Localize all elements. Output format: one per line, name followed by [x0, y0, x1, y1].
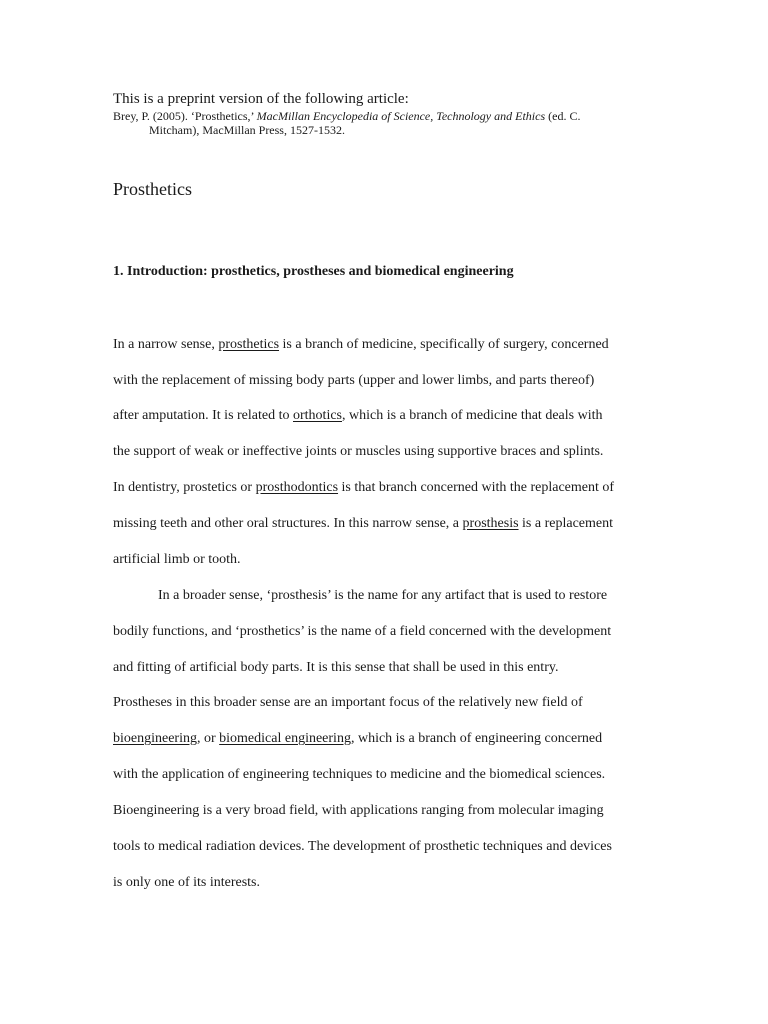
term-bioengineering: bioengineering	[113, 731, 197, 746]
paragraph-line: with the replacement of missing body parts (upper and lower limbs, and parts thereof)	[113, 373, 595, 388]
term-prosthetics: prosthetics	[218, 337, 280, 352]
paragraph-line: bodily functions, and ‘prosthetics’ is the name of a field concerned with the development	[113, 624, 612, 639]
document-title: Prosthetics	[113, 179, 192, 199]
paragraph-line: missing teeth and other oral structures. In this narrow sense, a prosthesis is a replacement	[113, 516, 613, 531]
term-orthotics: orthotics	[293, 408, 342, 423]
paragraph-line: is only one of its interests.	[113, 875, 260, 890]
paragraph-line: Bioengineering is a very broad field, with applications ranging from molecular imaging	[113, 803, 604, 818]
paragraph-line: artificial limb or tooth.	[113, 552, 241, 567]
preprint-heading: This is a preprint version of the following article:	[113, 91, 409, 107]
paragraph-line: after amputation. It is related to orthotics, which is a branch of medicine that deals with	[113, 408, 603, 423]
paragraph-line: bioengineering, or biomedical engineering, which is a branch of engineering concerned	[113, 731, 603, 746]
term-biomedical-engineering: biomedical engineering	[219, 731, 351, 746]
paragraph-line: In a broader sense, ‘prosthesis’ is the name for any artifact that is used to restore	[158, 588, 608, 603]
paragraph-line: the support of weak or ineffective joints or muscles using supportive braces and splints.	[113, 444, 604, 459]
section-heading: 1. Introduction: prosthetics, prostheses and biomedical engineering	[113, 264, 514, 279]
citation-authors: Brey, P. (2005). ‘Prosthetics,’	[113, 109, 257, 123]
paragraph-line: In dentistry, prostetics or prosthodontics is that branch concerned with the replacement of	[113, 480, 615, 495]
citation-line-1	[113, 109, 580, 123]
paragraph-line: with the application of engineering techniques to medicine and the biomedical sciences.	[113, 767, 606, 782]
citation-editor: (ed. C.	[545, 109, 581, 123]
paragraph-line: tools to medical radiation devices. The development of prosthetic techniques and devices	[113, 839, 612, 854]
citation-source-title: MacMillan Encyclopedia of Science, Technology and Ethics	[256, 109, 546, 123]
term-prosthodontics: prosthodontics	[255, 480, 339, 495]
paragraph-line: In a narrow sense, prosthetics is a branch of medicine, specifically of surgery, concerned	[113, 337, 609, 352]
paragraph-line: Prostheses in this broader sense are an important focus of the relatively new field of	[113, 695, 583, 710]
paragraph-line: and fitting of artificial body parts. It is this sense that shall be used in this entry.	[113, 660, 559, 675]
citation-line-2: Mitcham), MacMillan Press, 1527-1532.	[149, 123, 345, 137]
term-prosthesis: prosthesis	[462, 516, 519, 531]
